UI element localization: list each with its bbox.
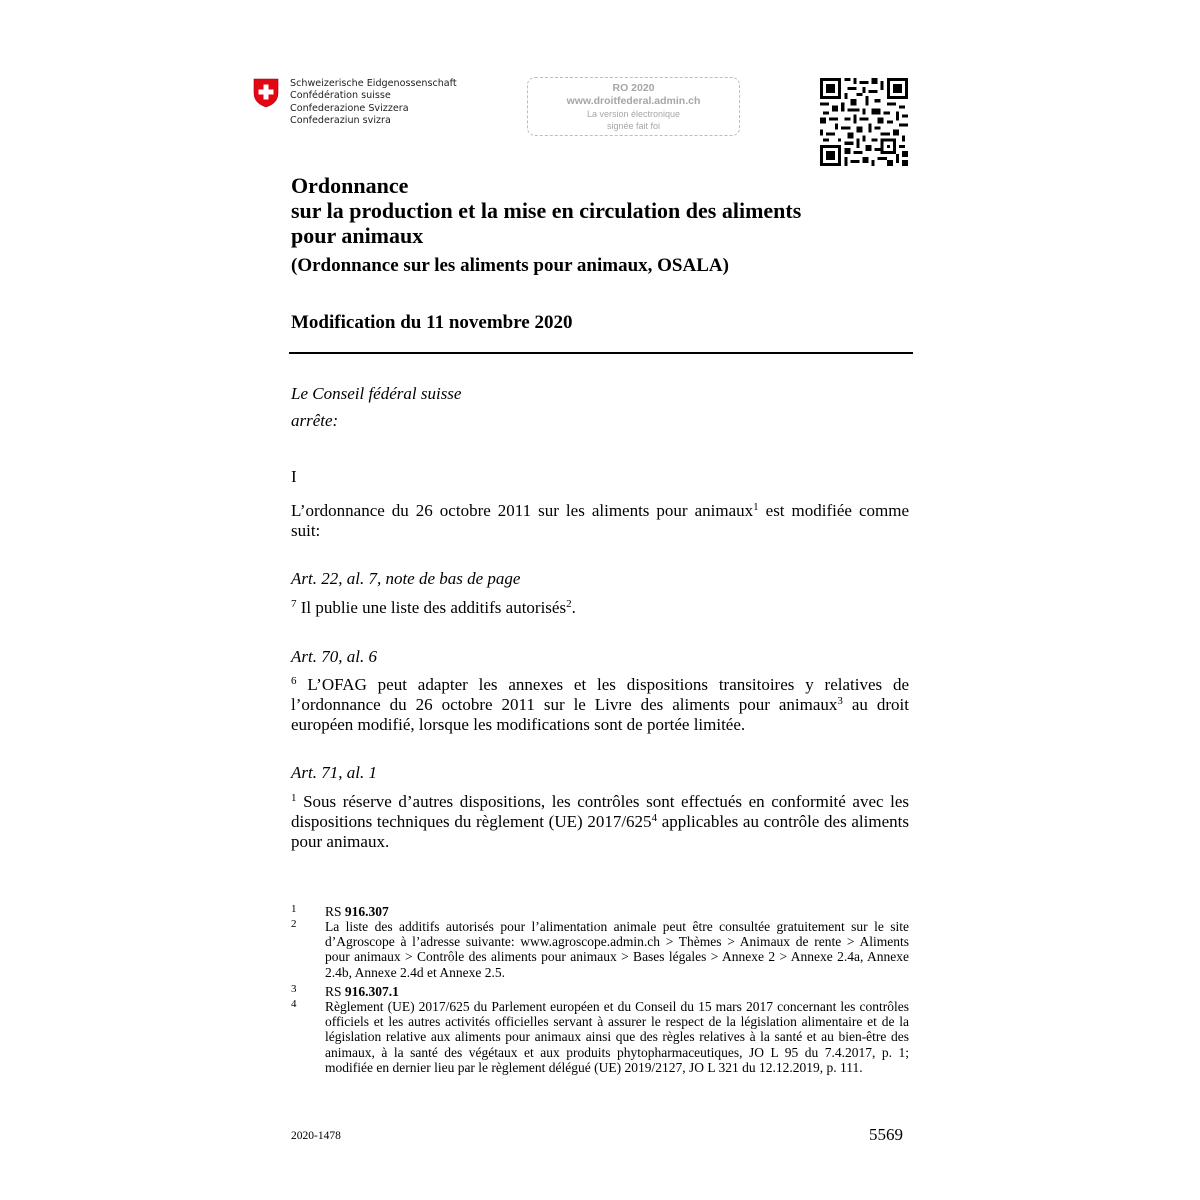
intro-text: L’ordonnance du 26 octobre 2011 sur les aliments pour animaux	[291, 501, 754, 520]
title-line-2: sur la production et la mise en circulation des aliments	[291, 198, 802, 223]
confederation-names	[290, 78, 457, 128]
footnote-4: Règlement (UE) 2017/625 du Parlement européen et du Conseil du 15 mars 2017 concernant les contrôles officiels et les autres activités officielles servant à assurer le respect de la législation alimentaire et de la législation relative aux aliments pour animaux ainsi que des règles relatives à la santé et au bien-être des animaux, à la santé des végétaux et aux produits phytopharmaceutiques, JO L 95 du 7.4.2017, p. 1; modifiée en dernier lieu par le règlement délégué (UE) 2019/2127, JO L 321 du 12.12.2019, p. 111.	[325, 999, 909, 1075]
footnote-ref[interactable]: 3	[837, 695, 843, 707]
confederation-rm: Confederaziun svizra	[290, 115, 391, 127]
footnote-2: La liste des additifs autorisés pour l’alimentation animale peut être consultée gratuitement sur le site d’Agroscope à l’adresse suivante: www.agroscope.admin.ch > Thèmes > Animaux de rente > Aliments pour animaux > Contrôle des aliments pour animaux > Bases légales > Annexe 2 > Annexe 2.4a, Annexe 2.4b, Annexe 2.4d et Annexe 2.5.	[325, 919, 909, 980]
footnote-ref[interactable]: 1	[753, 501, 759, 513]
article-22-end: .	[571, 598, 576, 617]
article-71-text: Sous réserve d’autres dispositions, les contrôles sont effectués en conformité avec les dispositions techniques du règlement (UE) 2017/625	[291, 792, 909, 831]
paragraph-number: 6	[291, 675, 297, 687]
title-line-3: pour animaux	[291, 223, 424, 248]
footnote-number: 3	[291, 983, 297, 995]
footnote-3-reference: 916.307.1	[344, 984, 399, 999]
footnote-1	[325, 904, 909, 919]
article-22-text: Il publie une liste des additifs autorisés	[296, 598, 567, 617]
footnote-1-prefix: RS	[325, 904, 345, 919]
confederation-de: Schweizerische Eidgenossenschaft	[290, 78, 457, 89]
article-71-end: applicables au contrôle des aliments pour animaux.	[291, 812, 909, 851]
section-number: I	[291, 467, 297, 486]
title-divider	[289, 352, 913, 354]
confederation-fr: Confédération suisse	[290, 90, 391, 102]
footnote-ref[interactable]: 4	[651, 812, 658, 824]
preamble-authority: Le Conseil fédéral suisse	[291, 384, 462, 403]
article-70-paragraph	[291, 675, 909, 735]
footnote-3-prefix: RS	[325, 984, 345, 999]
footnote-number: 1	[291, 903, 297, 915]
footnote-3	[325, 984, 909, 999]
ro-stamp	[527, 77, 740, 136]
confederation-it: Confederazione Svizzera	[290, 102, 409, 114]
ro-website[interactable]: www.droitfederal.admin.ch	[566, 95, 701, 107]
swiss-cross-icon	[253, 78, 279, 108]
short-title: (Ordonnance sur les aliments pour animaux, OSALA)	[291, 255, 729, 276]
intro-paragraph	[291, 501, 909, 541]
footnote-ref[interactable]: 2	[566, 598, 572, 610]
article-71-paragraph	[291, 792, 909, 852]
paragraph-number: 1	[291, 792, 297, 804]
article-70-text: L’OFAG peut adapter les annexes et les dispositions transitoires y relatives de l’ordonnance du 26 octobre 2011 sur le Livre des aliments pour animaux	[291, 675, 909, 714]
title-line-1: Ordonnance	[291, 173, 409, 198]
page-number: 5569	[869, 1125, 903, 1144]
paragraph-number: 7	[291, 598, 297, 610]
article-22-paragraph	[291, 598, 576, 618]
ro-note-line1: La version électronique	[586, 109, 681, 119]
qr-code-icon	[820, 78, 908, 166]
footnote-1-reference: 916.307	[344, 904, 389, 919]
footnote-number: 4	[291, 998, 297, 1010]
footnote-number: 2	[291, 918, 297, 930]
article-22-heading: Art. 22, al. 7, note de bas de page	[291, 569, 521, 588]
ro-reference: RO 2020	[612, 82, 655, 94]
intro-end: est modifiée comme suit:	[291, 501, 909, 540]
modification-date: Modification du 11 novembre 2020	[291, 312, 573, 333]
ro-note-line2: signée fait foi	[606, 121, 661, 131]
article-71-heading: Art. 71, al. 1	[291, 763, 377, 782]
page-title	[291, 173, 801, 248]
article-70-heading: Art. 70, al. 6	[291, 647, 377, 666]
article-70-end: au droit européen modifié, lorsque les modifications sont de portée limitée.	[291, 695, 909, 734]
document-number: 2020-1478	[291, 1130, 341, 1142]
preamble-decree: arrête:	[291, 411, 339, 430]
